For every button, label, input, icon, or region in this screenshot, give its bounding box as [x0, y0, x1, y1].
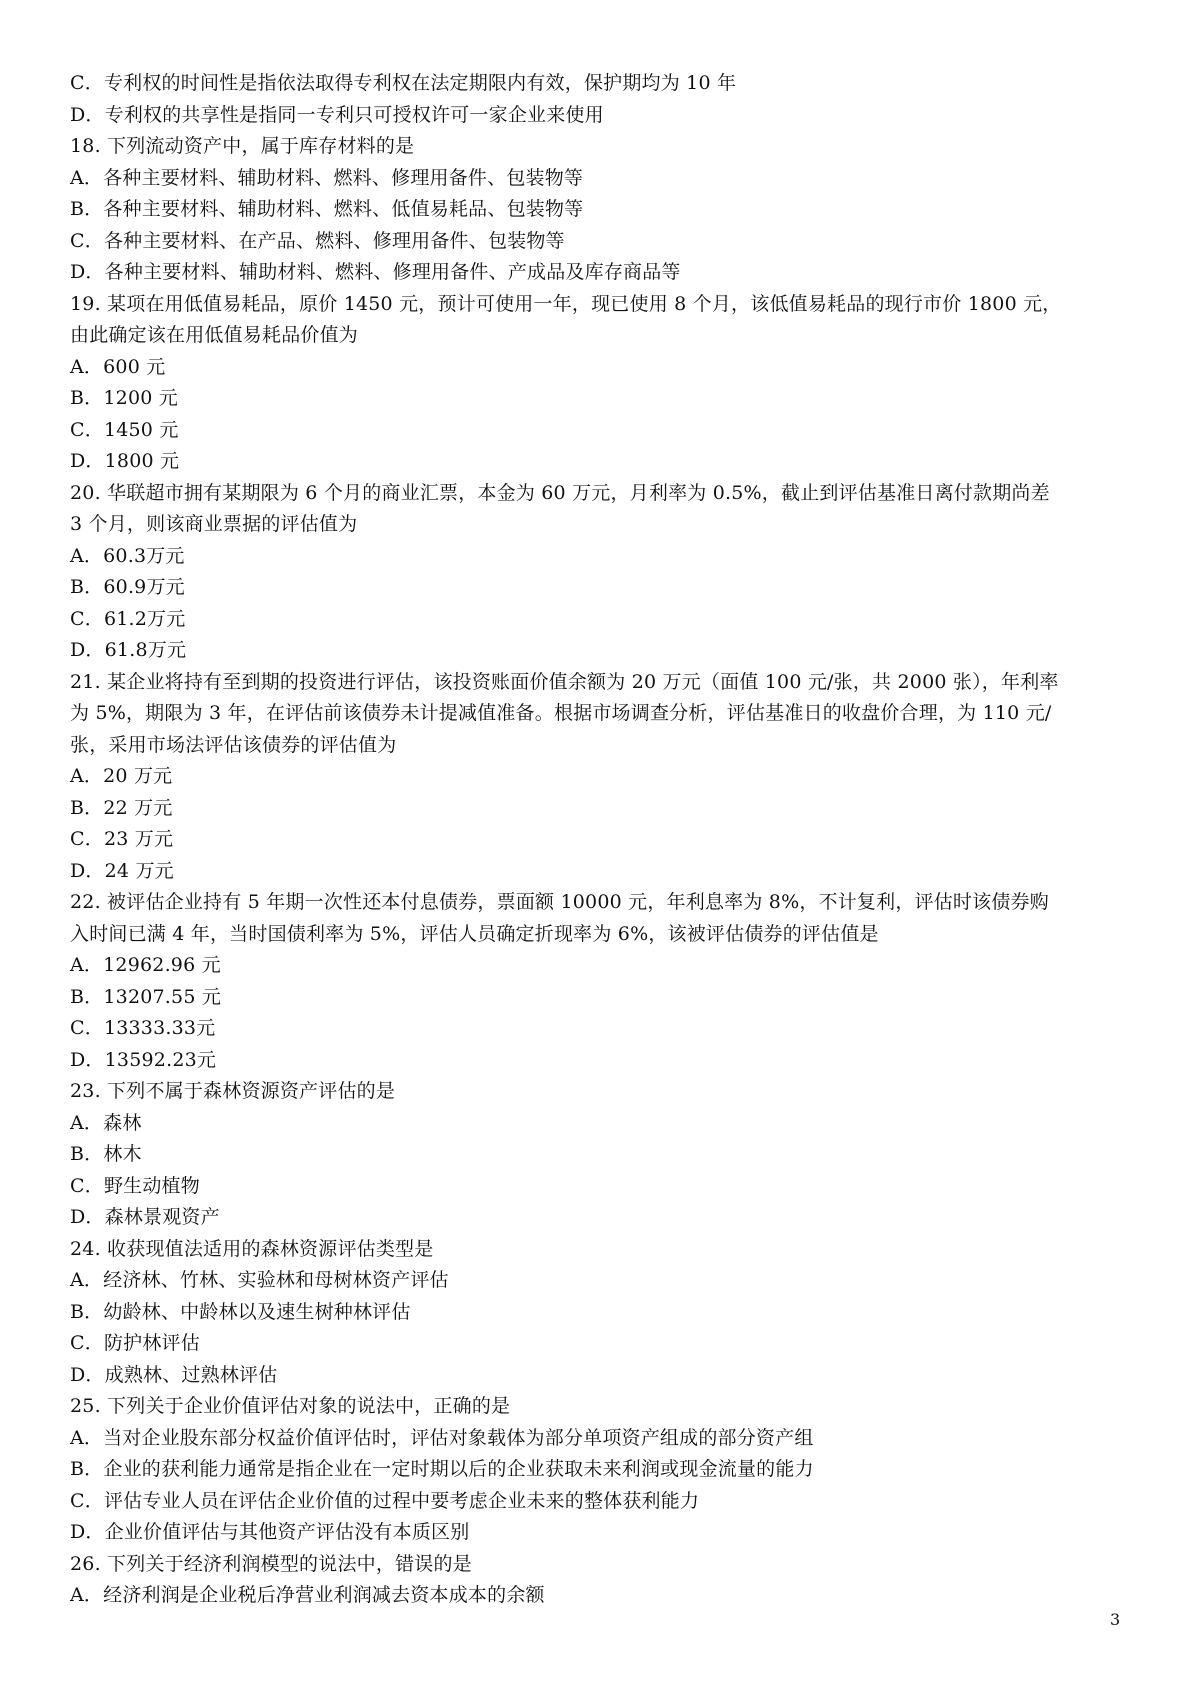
- text-line: D．专利权的共享性是指同一专利只可授权许可一家企业来使用: [70, 103, 604, 126]
- option-c: C．评估专业人员在评估企业价值的过程中要考虑企业未来的整体获利能力: [70, 1489, 700, 1512]
- option-b: B．22 万元: [70, 796, 173, 819]
- question-19: 19. 某项在用低值易耗品，原价 1450 元，预计可使用一年，现已使用 8 个月，该低值易耗品的现行市价 1800 元，: [70, 292, 1062, 315]
- option-b: B．60.9万元: [70, 576, 185, 598]
- option-b: B．1200 元: [70, 387, 178, 409]
- option-b: B．幼龄林、中龄林以及速生树种林评估: [70, 1300, 411, 1323]
- option-c: C．防护林评估: [70, 1332, 200, 1354]
- option-c: C．各种主要材料、在产品、燃料、修理用备件、包装物等: [70, 229, 565, 252]
- question-20-cont: 3 个月，则该商业票据的评估值为: [70, 513, 358, 535]
- option-b: B．13207.55 元: [70, 985, 222, 1008]
- option-d: D．24 万元: [70, 859, 174, 882]
- option-c: C．61.2万元: [70, 607, 186, 630]
- option-c: C．13333.33元: [70, 1017, 216, 1039]
- option-a: A．12962.96 元: [70, 954, 221, 976]
- question-21-cont: 张，采用市场法评估该债券的评估值为: [70, 733, 397, 756]
- question-18: 18. 下列流动资产中，属于库存材料的是: [70, 135, 415, 157]
- question-19-cont: 由此确定该在用低值易耗品价值为: [70, 324, 359, 346]
- option-c: C．23 万元: [70, 828, 174, 850]
- option-d: D．企业价值评估与其他资产评估没有本质区别: [70, 1521, 470, 1543]
- document-body: [70, 68, 1130, 1612]
- option-d: D．13592.23元: [70, 1048, 217, 1071]
- question-22: 22. 被评估企业持有 5 年期一次性还本付息债券，票面额 10000 元，年利息率为 8%，不计复利，评估时该债券购: [70, 891, 1049, 913]
- page-number: 3: [1110, 1610, 1121, 1629]
- question-26: 26. 下列关于经济利润模型的说法中，错误的是: [70, 1552, 472, 1575]
- question-21: 21. 某企业将持有至到期的投资进行评估，该投资账面价值余额为 20 万元（面值 100 元/张，共 2000 张），年利率: [70, 670, 1059, 693]
- option-a: A．当对企业股东部分权益价值评估时，评估对象载体为部分单项资产组成的部分资产组: [70, 1426, 814, 1449]
- question-22-cont: 入时间已满 4 年，当时国债利率为 5%，评估人员确定折现率为 6%，该被评估债券的评估值是: [70, 922, 879, 945]
- option-a: A．森林: [70, 1111, 142, 1134]
- option-a: A．60.3万元: [70, 544, 185, 567]
- option-a: A．经济林、竹林、实验林和母树林资产评估: [70, 1269, 449, 1291]
- question-25: 25. 下列关于企业价值评估对象的说法中，正确的是: [70, 1395, 511, 1417]
- question-23: 23. 下列不属于森林资源资产评估的是: [70, 1080, 396, 1102]
- option-b: B．林木: [70, 1143, 142, 1165]
- question-24: 24. 收获现值法适用的森林资源评估类型是: [70, 1237, 434, 1260]
- option-c: C．1450 元: [70, 418, 179, 441]
- option-a: A．各种主要材料、辅助材料、燃料、修理用备件、包装物等: [70, 166, 584, 189]
- option-a: A．经济利润是企业税后净营业利润减去资本成本的余额: [70, 1584, 545, 1606]
- question-20: 20. 华联超市拥有某期限为 6 个月的商业汇票，本金为 60 万元，月利率为 0.5%，截止到评估基准日离付款期尚差: [70, 481, 1050, 504]
- option-a: A．600 元: [70, 355, 166, 378]
- option-b: B．各种主要材料、辅助材料、燃料、低值易耗品、包装物等: [70, 198, 584, 220]
- option-d: D．1800 元: [70, 450, 180, 472]
- option-d: D．成熟林、过熟林评估: [70, 1363, 278, 1386]
- option-d: D．61.8万元: [70, 639, 187, 661]
- option-d: D．森林景观资产: [70, 1206, 220, 1228]
- option-d: D．各种主要材料、辅助材料、燃料、修理用备件、产成品及库存商品等: [70, 261, 681, 283]
- text-line: C．专利权的时间性是指依法取得专利权在法定期限内有效，保护期均为 10 年: [70, 72, 737, 94]
- question-21-cont: 为 5%，期限为 3 年，在评估前该债券未计提减值准备。根据市场调查分析，评估基准日的收盘价合理，为 110 元/: [70, 702, 1052, 724]
- option-a: A．20 万元: [70, 765, 173, 787]
- option-c: C．野生动植物: [70, 1174, 200, 1197]
- option-b: B．企业的获利能力通常是指企业在一定时期以后的企业获取未来利润或现金流量的能力: [70, 1458, 814, 1480]
